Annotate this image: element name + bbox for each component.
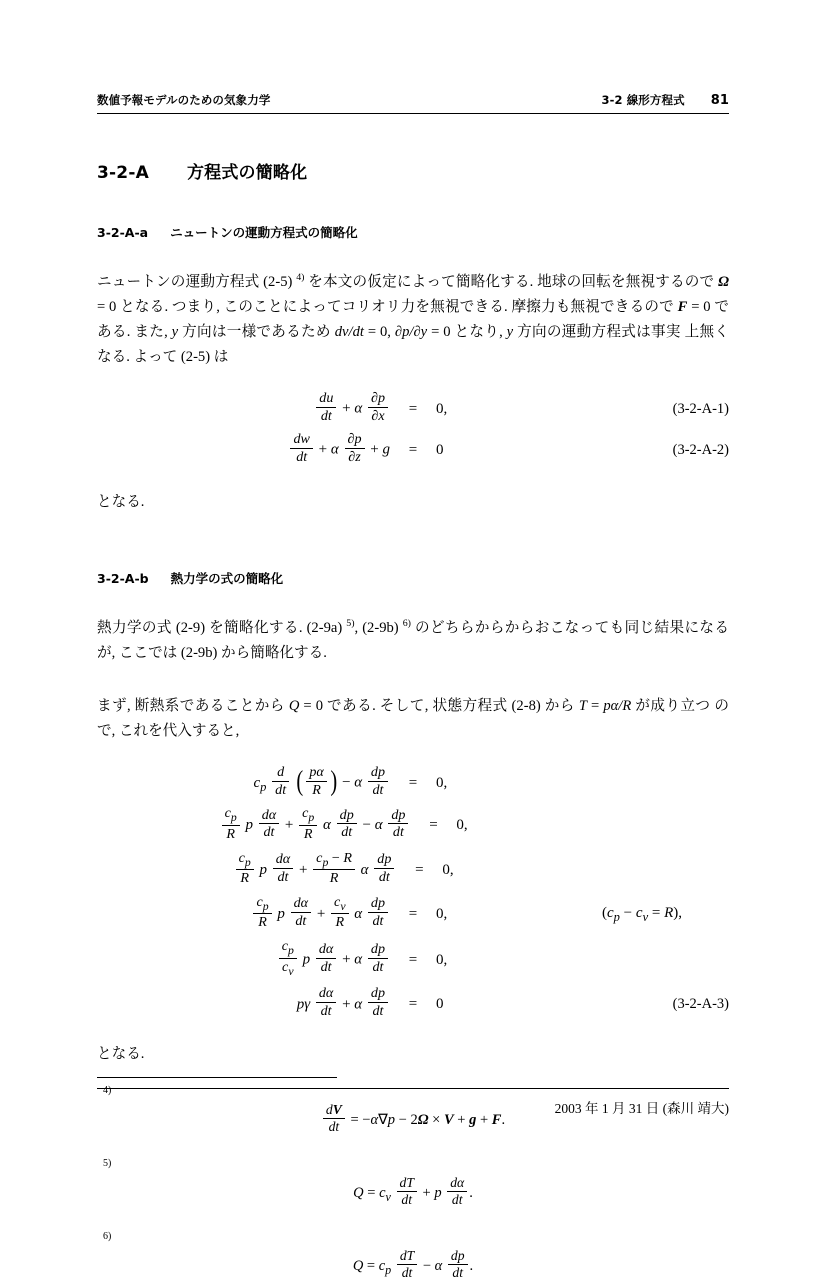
running-head-title: 数値予報モデルのための気象力学 (97, 93, 271, 107)
after-equation-b: となる. (97, 1045, 145, 1062)
equation-block-motion (97, 392, 729, 468)
subsection-a-title: ニュートンの運動方程式の簡略化 (170, 225, 358, 240)
footnote-6-equation: $Q = c_p$ $\frac{dT}{dt}$ − α $\frac{dp}{dt}$ . (352, 1248, 474, 1281)
equation-tag-3: (3-2-A-3) (672, 996, 729, 1013)
footnote-5-marker: 5) (103, 1157, 112, 1169)
equation-tag-2: (3-2-A-2) (672, 442, 729, 459)
paragraph-a-1: ニュートンの運動方程式 (2-5) $^{4)}$ を本文の仮定によって簡略化する. 地球の回転を無視するので Ω = 0 となる. つまり, このことによってコリオリ力を無視できる. 摩擦力も無視できるので F = 0 である. また, y 方向は一様であるため dv/dt = 0, ∂p/∂y = 0 となり, y 方向の運動方程式は事実 上無くなる. よって (2-5) は (97, 272, 729, 366)
equation-thermo-2: $\frac{c_p}{R}$ p $\frac{d\alpha}{dt}$ + $\frac{c_p}{R}$ α $\frac{dp}{dt}$ − α $\frac{dp}{dt}$ = 0, (97, 807, 729, 844)
page-number: 81 (710, 93, 729, 108)
footnote-5 (97, 1153, 729, 1210)
equation-thermo-6: pγ $\frac{d\alpha}{dt}$ + α $\frac{dp}{dt}$ = 0 (3-2-A-3) (296, 985, 729, 1020)
equation-thermo-4-condition: $(c_p - c_v = R)$, (602, 904, 683, 924)
running-head-section: 3-2 線形方程式 (601, 93, 685, 107)
paragraph-b-1: 熱力学の式 (2-9) を簡略化する. (2-9a) $^{5)}$, (2-9b) $^{6)}$ のどちらからからおこなっても同じ結果になるが, ここでは (2-9b) から簡略化する. (97, 617, 729, 661)
subsection-heading-b (97, 569, 729, 587)
section-title: 方程式の簡略化 (186, 163, 308, 183)
page-footer (97, 1088, 729, 1117)
section-number: 3-2-A (97, 163, 149, 183)
equation-thermo-5: $\frac{c_p}{c_v}$ p $\frac{d\alpha}{dt}$ + α $\frac{dp}{dt}$ = 0, (97, 940, 729, 980)
footer-text: 2003 年 1 月 31 日 (森川 靖大) (554, 1101, 729, 1116)
footnote-rule (97, 1077, 337, 1078)
equation-thermo-1: $c_p$ $\frac{d}{dt}$ ( $\frac{p\alpha}{R}$ ) − α $\frac{dp}{dt}$ = 0, (253, 763, 448, 798)
footnote-4-equation: $\frac{dV}{dt}$ = −α∇p − 2Ω × V + g + F. (97, 1104, 729, 1137)
after-equation-a: となる. (97, 493, 145, 510)
equation-block-thermo (97, 763, 729, 1022)
subsection-b-number: 3-2-A-b (97, 570, 149, 586)
section-heading (97, 158, 729, 183)
subsection-a-number: 3-2-A-a (97, 225, 149, 240)
footnote-5-equation: $Q = c_v$ $\frac{dT}{dt}$ + p $\frac{d\alpha}{dt}$ . (353, 1174, 473, 1207)
footnote-6 (97, 1226, 729, 1283)
equation-motion-x: $\frac{du}{dt}$ + α $\frac{\partial p}{\partial x}$ = 0, (3-2-A-1) (97, 392, 729, 426)
paragraph-b-2: まず, 断熱系であることから Q = 0 である. そして, 状態方程式 (2-8) から T = pα/R が成り立つ ので, これを代入すると, (97, 697, 730, 739)
running-head (97, 92, 729, 114)
equation-thermo-4: $\frac{c_p}{R}$ p $\frac{d\alpha}{dt}$ + $\frac{c_v}{R}$ α $\frac{dp}{dt}$ = 0, $(c_p - c_v = R)$, (97, 896, 729, 933)
equation-thermo-3: $\frac{c_p}{R}$ p $\frac{d\alpha}{dt}$ + $\frac{c_p - R}{R}$ α $\frac{dp}{dt}$ = 0, (97, 852, 729, 889)
subsection-heading-a (97, 223, 729, 241)
equation-tag-1: (3-2-A-1) (672, 400, 729, 417)
footnote-6-marker: 6) (103, 1231, 112, 1243)
subsection-b-title: 熱力学の式の簡略化 (170, 570, 284, 586)
equation-motion-z: $\frac{dw}{dt}$ + α $\frac{\partial p}{\partial z}$ + g = 0 (3-2-A-2) (97, 433, 729, 467)
footnote-4-marker: 4) (103, 1084, 112, 1096)
